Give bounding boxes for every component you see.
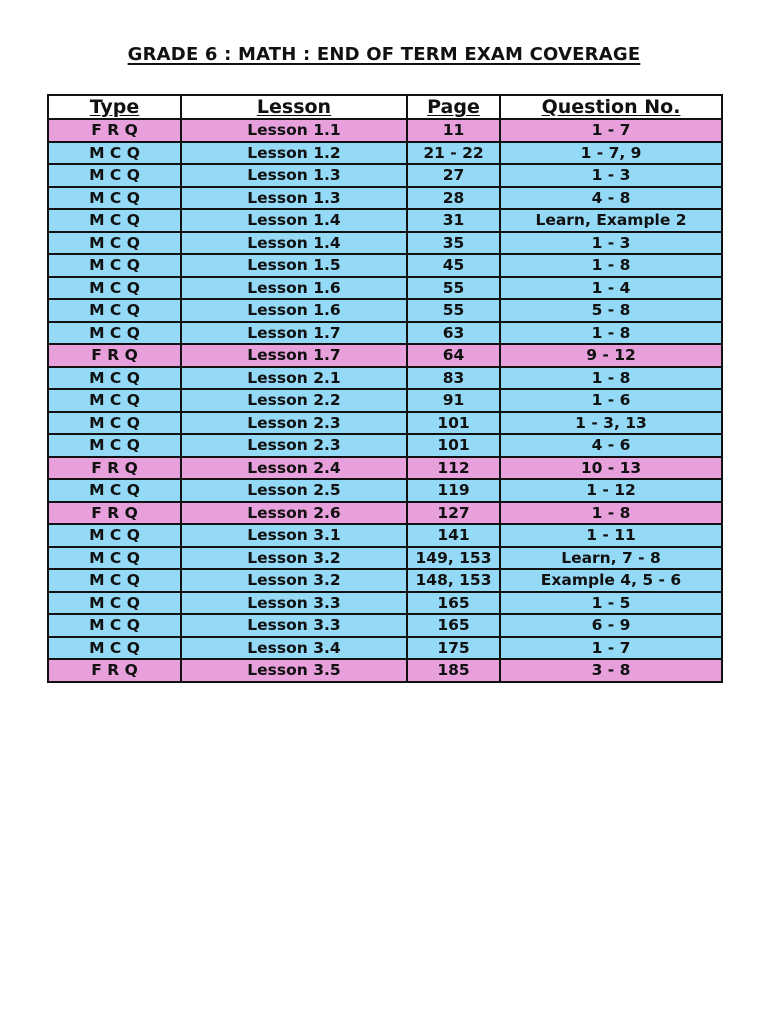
cell-page: 28 — [407, 187, 500, 210]
page-title: GRADE 6 : MATH : END OF TERM EXAM COVERAGE — [127, 44, 641, 65]
cell-lesson: Lesson 3.4 — [181, 637, 407, 660]
table-row — [48, 187, 722, 210]
cell-lesson: Lesson 2.4 — [181, 457, 407, 480]
cell-type: M C Q — [48, 412, 181, 435]
table-row — [48, 209, 722, 232]
cell-question-no: 1 - 11 — [500, 524, 722, 547]
cell-question-no: 6 - 9 — [500, 614, 722, 637]
cell-lesson: Lesson 1.7 — [181, 322, 407, 345]
table-row — [48, 592, 722, 615]
table-body — [48, 119, 722, 682]
table-row — [48, 479, 722, 502]
cell-page: 101 — [407, 412, 500, 435]
table-header-row — [48, 95, 722, 119]
cell-type: M C Q — [48, 524, 181, 547]
table-row — [48, 524, 722, 547]
cell-page: 175 — [407, 637, 500, 660]
cell-page: 35 — [407, 232, 500, 255]
table-row — [48, 434, 722, 457]
cell-question-no: 1 - 12 — [500, 479, 722, 502]
cell-type: M C Q — [48, 142, 181, 165]
cell-type: M C Q — [48, 164, 181, 187]
cell-type: M C Q — [48, 547, 181, 570]
cell-type: F R Q — [48, 502, 181, 525]
cell-page: 165 — [407, 614, 500, 637]
cell-question-no: 1 - 8 — [500, 254, 722, 277]
cell-page: 148, 153 — [407, 569, 500, 592]
cell-type: M C Q — [48, 232, 181, 255]
cell-lesson: Lesson 2.3 — [181, 434, 407, 457]
cell-type: M C Q — [48, 592, 181, 615]
cell-lesson: Lesson 3.5 — [181, 659, 407, 682]
cell-page: 127 — [407, 502, 500, 525]
cell-type: F R Q — [48, 457, 181, 480]
cell-type: M C Q — [48, 322, 181, 345]
cell-lesson: Lesson 3.3 — [181, 614, 407, 637]
cell-question-no: 1 - 5 — [500, 592, 722, 615]
cell-lesson: Lesson 1.3 — [181, 187, 407, 210]
cell-question-no: 9 - 12 — [500, 344, 722, 367]
table-row — [48, 322, 722, 345]
cell-page: 64 — [407, 344, 500, 367]
cell-lesson: Lesson 2.5 — [181, 479, 407, 502]
table-row — [48, 232, 722, 255]
cell-lesson: Lesson 1.4 — [181, 232, 407, 255]
cell-question-no: 1 - 3 — [500, 232, 722, 255]
cell-type: M C Q — [48, 434, 181, 457]
table-row — [48, 254, 722, 277]
cell-lesson: Lesson 2.3 — [181, 412, 407, 435]
cell-lesson: Lesson 3.3 — [181, 592, 407, 615]
cell-type: M C Q — [48, 209, 181, 232]
cell-question-no: Learn, Example 2 — [500, 209, 722, 232]
cell-lesson: Lesson 1.5 — [181, 254, 407, 277]
table-row — [48, 142, 722, 165]
cell-page: 83 — [407, 367, 500, 390]
header-lesson: Lesson — [181, 95, 407, 119]
cell-question-no: 1 - 8 — [500, 322, 722, 345]
header-question-no: Question No. — [500, 95, 722, 119]
header-page: Page — [407, 95, 500, 119]
table-row — [48, 277, 722, 300]
cell-type: F R Q — [48, 659, 181, 682]
cell-lesson: Lesson 2.1 — [181, 367, 407, 390]
cell-lesson: Lesson 2.2 — [181, 389, 407, 412]
cell-lesson: Lesson 3.2 — [181, 547, 407, 570]
table-row — [48, 659, 722, 682]
cell-lesson: Lesson 3.2 — [181, 569, 407, 592]
table-row — [48, 367, 722, 390]
cell-type: M C Q — [48, 614, 181, 637]
cell-lesson: Lesson 1.4 — [181, 209, 407, 232]
cell-question-no: 1 - 4 — [500, 277, 722, 300]
cell-question-no: 1 - 7 — [500, 119, 722, 142]
cell-question-no: Learn, 7 - 8 — [500, 547, 722, 570]
cell-question-no: 1 - 6 — [500, 389, 722, 412]
cell-type: M C Q — [48, 637, 181, 660]
table-row — [48, 299, 722, 322]
cell-page: 21 - 22 — [407, 142, 500, 165]
cell-type: M C Q — [48, 277, 181, 300]
table-row — [48, 569, 722, 592]
cell-page: 63 — [407, 322, 500, 345]
cell-page: 11 — [407, 119, 500, 142]
cell-page: 31 — [407, 209, 500, 232]
cell-type: F R Q — [48, 344, 181, 367]
table-row — [48, 457, 722, 480]
cell-lesson: Lesson 3.1 — [181, 524, 407, 547]
coverage-table — [47, 94, 723, 683]
cell-page: 91 — [407, 389, 500, 412]
header-type: Type — [48, 95, 181, 119]
cell-lesson: Lesson 1.1 — [181, 119, 407, 142]
cell-lesson: Lesson 1.2 — [181, 142, 407, 165]
cell-page: 185 — [407, 659, 500, 682]
cell-lesson: Lesson 1.7 — [181, 344, 407, 367]
cell-lesson: Lesson 2.6 — [181, 502, 407, 525]
cell-page: 101 — [407, 434, 500, 457]
cell-type: M C Q — [48, 299, 181, 322]
cell-page: 112 — [407, 457, 500, 480]
cell-question-no: 1 - 3 — [500, 164, 722, 187]
cell-question-no: 5 - 8 — [500, 299, 722, 322]
table-row — [48, 547, 722, 570]
cell-page: 119 — [407, 479, 500, 502]
cell-page: 141 — [407, 524, 500, 547]
cell-page: 55 — [407, 277, 500, 300]
cell-question-no: 1 - 8 — [500, 502, 722, 525]
table-row — [48, 502, 722, 525]
cell-page: 165 — [407, 592, 500, 615]
table-row — [48, 637, 722, 660]
cell-type: M C Q — [48, 389, 181, 412]
cell-type: M C Q — [48, 569, 181, 592]
cell-question-no: 1 - 3, 13 — [500, 412, 722, 435]
table-row — [48, 164, 722, 187]
cell-lesson: Lesson 1.6 — [181, 299, 407, 322]
cell-question-no: 4 - 6 — [500, 434, 722, 457]
cell-question-no: 3 - 8 — [500, 659, 722, 682]
cell-question-no: 1 - 8 — [500, 367, 722, 390]
cell-page: 45 — [407, 254, 500, 277]
cell-question-no: 1 - 7 — [500, 637, 722, 660]
cell-question-no: 10 - 13 — [500, 457, 722, 480]
table-row — [48, 119, 722, 142]
cell-question-no: 4 - 8 — [500, 187, 722, 210]
cell-page: 149, 153 — [407, 547, 500, 570]
cell-lesson: Lesson 1.6 — [181, 277, 407, 300]
cell-question-no: Example 4, 5 - 6 — [500, 569, 722, 592]
cell-type: M C Q — [48, 187, 181, 210]
cell-question-no: 1 - 7, 9 — [500, 142, 722, 165]
table-row — [48, 389, 722, 412]
table-row — [48, 344, 722, 367]
cell-type: M C Q — [48, 254, 181, 277]
cell-type: M C Q — [48, 367, 181, 390]
cell-type: F R Q — [48, 119, 181, 142]
cell-page: 55 — [407, 299, 500, 322]
table-row — [48, 412, 722, 435]
cell-lesson: Lesson 1.3 — [181, 164, 407, 187]
cell-type: M C Q — [48, 479, 181, 502]
cell-page: 27 — [407, 164, 500, 187]
table-row — [48, 614, 722, 637]
